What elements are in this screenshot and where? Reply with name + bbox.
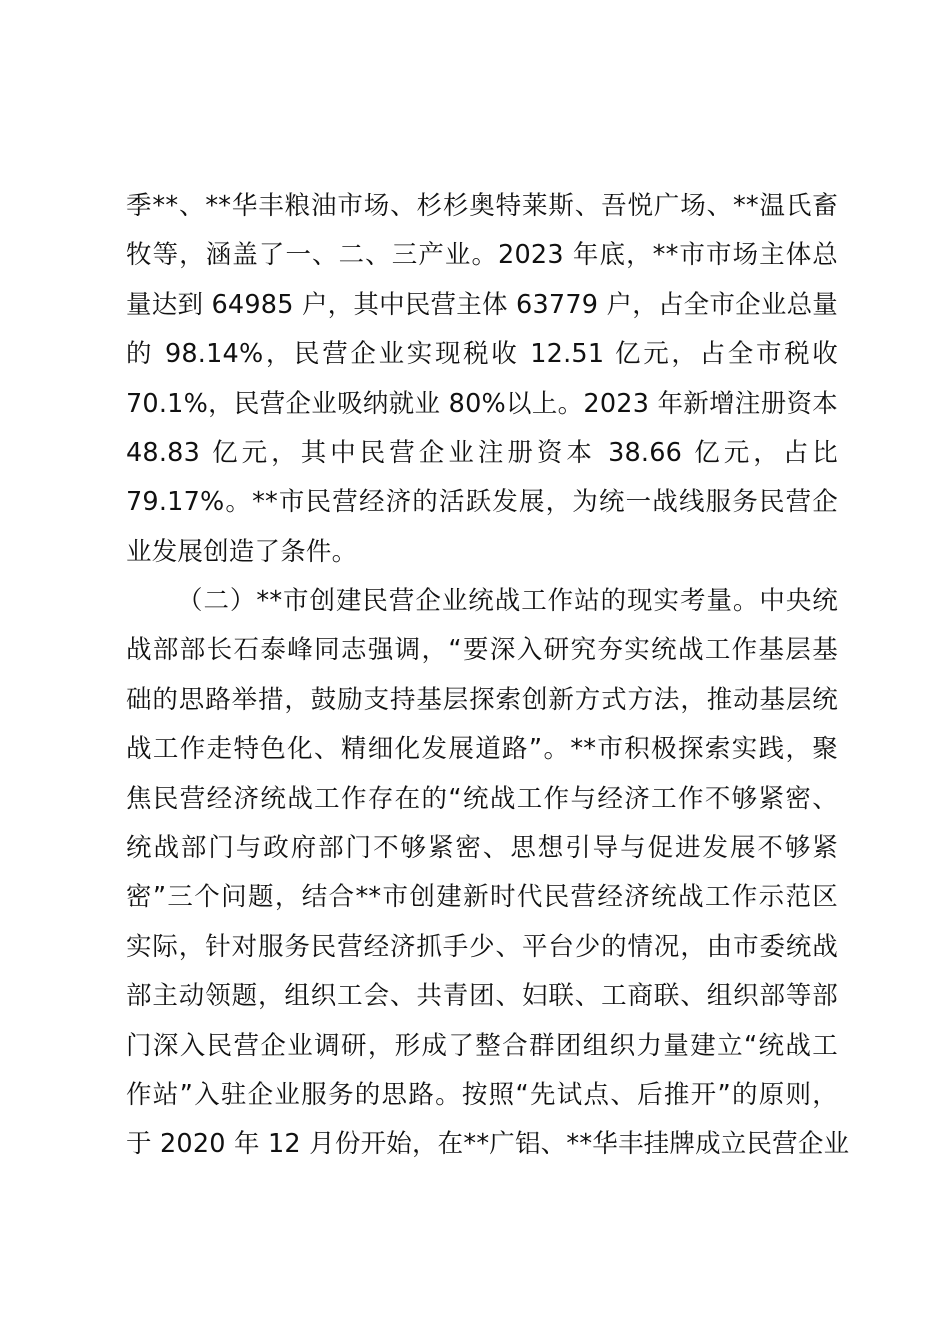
text-line: 的 98.14%，民营企业实现税收 12.51 亿元，占全市税收 [126, 339, 838, 370]
text-line: 密”三个问题，结合**市创建新时代民营经济统战工作示范区 [126, 882, 838, 913]
text-line: 战部部长石泰峰同志强调，“要深入研究夯实统战工作基层基 [126, 635, 838, 666]
text-line: 季**、**华丰粮油市场、杉杉奥特莱斯、吾悦广场、**温氏畜 [126, 191, 838, 221]
text-line: 70.1%，民营企业吸纳就业 80%以上。2023 年新增注册资本 [126, 388, 838, 419]
text-line: 业发展创造了条件。 [126, 536, 358, 567]
text-line: 量达到 64985 户，其中民营主体 63779 户，占全市企业总量 [126, 289, 838, 320]
paragraph-workstation-considerations [126, 577, 850, 1170]
text-line: 48.83 亿元，其中民营企业注册资本 38.66 亿元，占比 [126, 437, 838, 468]
text-line: 统战部门与政府部门不够紧密、思想引导与促进发展不够紧 [126, 832, 838, 863]
text-line: 于 2020 年 12 月份开始，在**广铝、**华丰挂牌成立民营企业 [126, 1129, 850, 1160]
text-line: 部主动领题，组织工会、共青团、妇联、工商联、组织部等部 [126, 981, 838, 1012]
text-line: 79.17%。**市民营经济的活跃发展，为统一战线服务民营企 [126, 487, 838, 518]
text-line: 实际，针对服务民营经济抓手少、平台少的情况，由市委统战 [126, 931, 838, 962]
text-line: 战工作走特色化、精细化发展道路”。**市积极探索实践，聚 [126, 734, 838, 765]
text-line: 焦民营经济统战工作存在的“统战工作与经济工作不够紧密、 [126, 783, 838, 814]
paragraph-market-entities [126, 182, 838, 577]
section-heading-line: （二）**市创建民营企业统战工作站的现实考量。中央统 [177, 586, 838, 616]
text-line: 础的思路举措，鼓励支持基层探索创新方式方法，推动基层统 [126, 684, 838, 715]
text-line: 牧等，涵盖了一、二、三产业。2023 年底，**市市场主体总 [126, 240, 838, 271]
text-line: 作站”入驻企业服务的思路。按照“先试点、后推开”的原则， [126, 1079, 838, 1110]
text-line: 门深入民营企业调研，形成了整合群团组织力量建立“统战工 [126, 1030, 838, 1061]
